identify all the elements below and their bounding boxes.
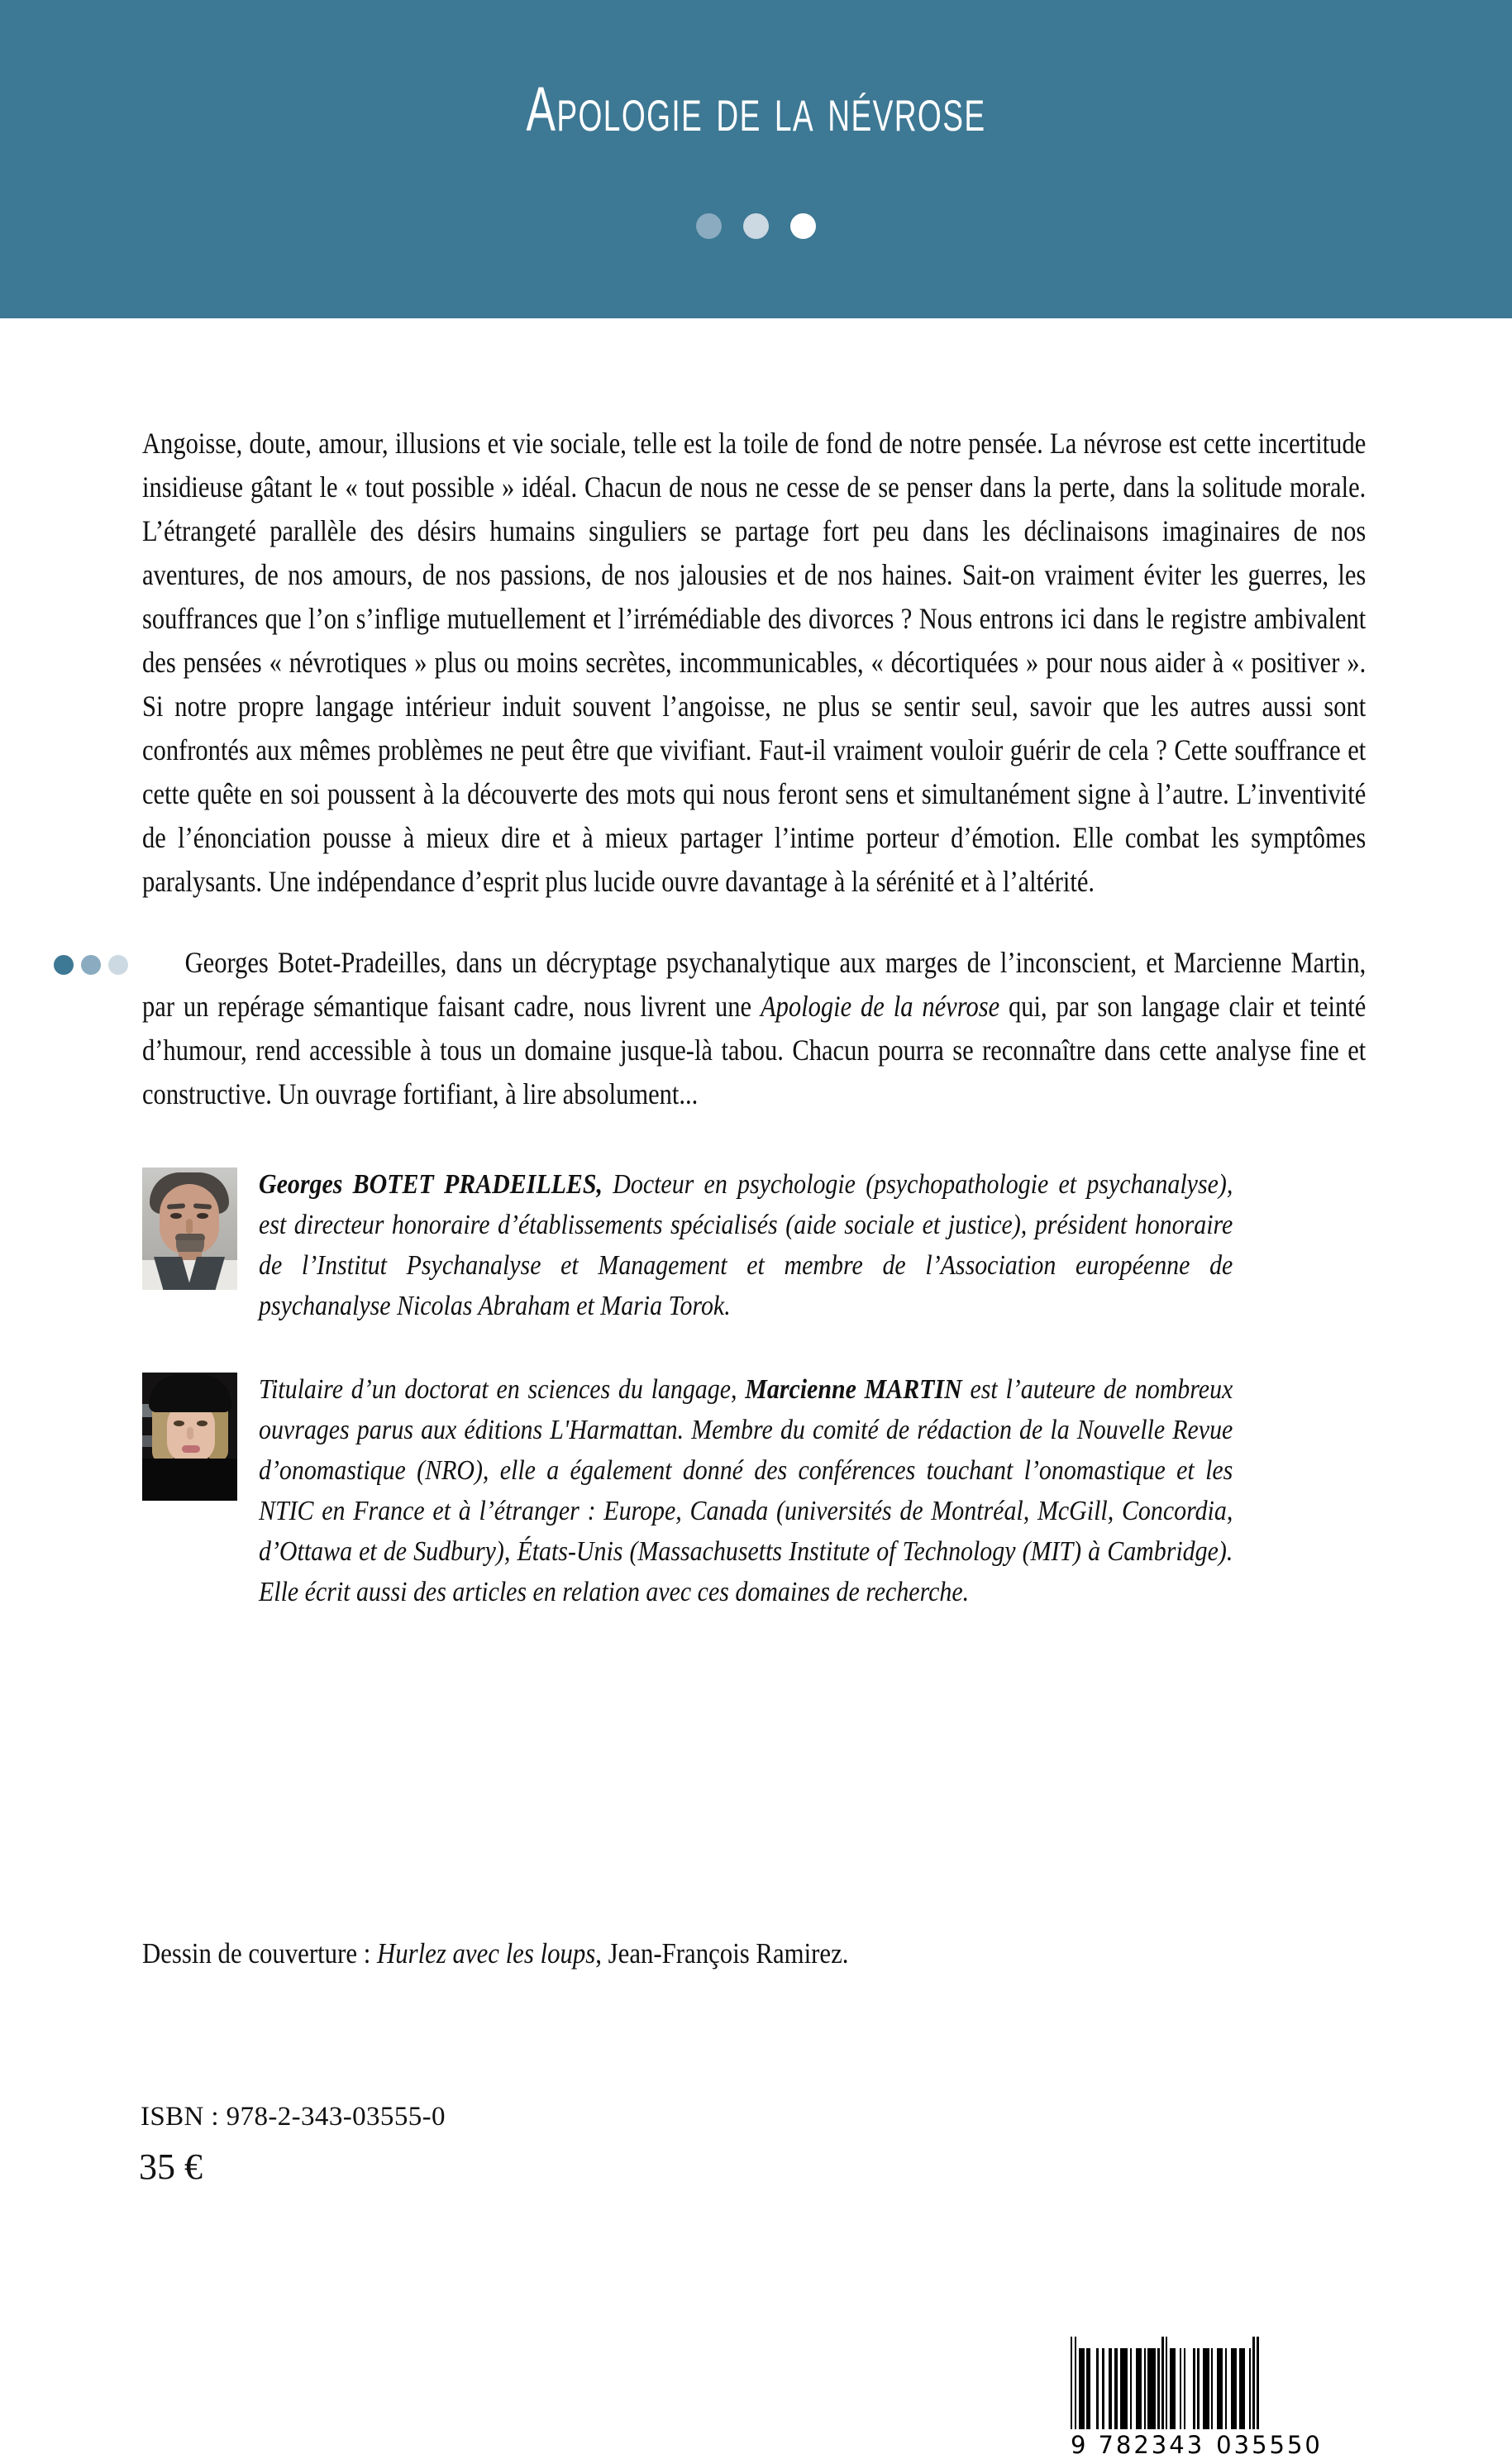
portrait-eye-left bbox=[174, 1420, 184, 1426]
lede-paragraph bbox=[142, 941, 1366, 1116]
author-bio-marcienne bbox=[142, 1373, 1366, 1612]
author-bio-text-georges bbox=[259, 1164, 1233, 1326]
portrait-coat bbox=[142, 1459, 237, 1501]
lede-text-part1: Georges Botet-Pradeilles, dans un décryptage psychanalytique aux marges de l’inconscient, et Marcienne Martin, par un repérage sémantique faisant cadre, nous livrent une bbox=[142, 946, 1367, 1023]
page-title: Apologie de la névrose bbox=[526, 74, 986, 145]
author-bio-after-marcienne: est l’auteure de nombreux ouvrages parus aux éditions L'Harmattan. Membre du comité de rédaction de la Nouvelle Revue d’onomastique (NRO), elle a également donné des conférences touchant l’onomastique et les NTIC en France et à l’étranger : Europe, Canada (universités de Montréal, McGill, Concordia, d’Ottawa et de Sudbury), États-Unis (Massachusetts Institute of Technology (MIT) à Cambridge). Elle écrit aussi des articles en relation avec ces domaines de recherche. bbox=[259, 1374, 1233, 1607]
content-column bbox=[142, 422, 1366, 1612]
author-photo-georges bbox=[142, 1167, 237, 1290]
isbn-text: ISBN : 978-2-343-03555-0 bbox=[141, 2102, 446, 2132]
barcode-digit-lead: 9 bbox=[1071, 2431, 1089, 2459]
portrait-eye-left bbox=[170, 1213, 182, 1219]
author-photo-marcienne bbox=[142, 1373, 237, 1501]
price-text: 35 € bbox=[139, 2146, 203, 2187]
lede-dot-group bbox=[54, 955, 128, 975]
author-bio-body-georges: Docteur en psychologie (psychopathologie et psychanalyse), est directeur honoraire d’établissements spécialisés (aide sociale et justice), président honoraire de l’Institut Psychanalyse et Management et membre de l’Association européenne de psychanalyse Nicolas Abraham et Maria Torok. bbox=[259, 1169, 1233, 1321]
cover-artist-name: , Jean-François Ramirez. bbox=[595, 1937, 849, 1970]
portrait-mouth bbox=[182, 1445, 200, 1453]
author-bio-georges bbox=[142, 1167, 1366, 1326]
header-dot-group bbox=[0, 213, 1512, 239]
author-name-georges: Georges BOTET PRADEILLES, bbox=[259, 1169, 603, 1200]
portrait-hat bbox=[149, 1374, 231, 1412]
barcode-digits-left-group: 782343 bbox=[1098, 2431, 1205, 2459]
author-bio-text-marcienne bbox=[259, 1369, 1233, 1612]
lede-dot-1 bbox=[54, 955, 74, 975]
header-dot-3 bbox=[790, 213, 816, 239]
header-dot-2 bbox=[743, 213, 769, 239]
barcode-digits bbox=[1071, 2431, 1335, 2459]
cover-credit-label: Dessin de couverture : bbox=[142, 1937, 377, 1970]
ean13-barcode bbox=[1071, 2348, 1335, 2459]
barcode-digits-right-group: 035550 bbox=[1216, 2431, 1323, 2459]
cover-header-band bbox=[0, 0, 1512, 318]
lede-dot-3 bbox=[108, 955, 128, 975]
barcode-bars bbox=[1071, 2348, 1335, 2429]
author-bio-before-marcienne: Titulaire d’un doctorat en sciences du langage, bbox=[259, 1374, 746, 1405]
lede-block bbox=[142, 941, 1366, 1116]
portrait-nose bbox=[186, 1219, 193, 1234]
portrait-eye-right bbox=[197, 1420, 207, 1426]
cover-drawing-credit bbox=[142, 1937, 848, 1970]
back-cover-body bbox=[0, 318, 1512, 2459]
lede-dot-2 bbox=[81, 955, 101, 975]
cover-artwork-title: Hurlez avec les loups bbox=[376, 1937, 596, 1970]
portrait-eye-right bbox=[197, 1213, 208, 1219]
blurb-paragraph: Angoisse, doute, amour, illusions et vie sociale, telle est la toile de fond de notre pensée. La névrose est cette incertitude insidieuse gâtant le « tout possible » idéal. Chacun de nous ne cesse de se penser dans la perte, dans la solitude morale. L’étrangeté parallèle des désirs humains singuliers se partage fort peu dans les déclinaisons imaginaires de nos aventures, de nos amours, de nos passions, de nos jalousies et de nos haines. Sait-on vraiment éviter les guerres, les souffrances que l’on s’inflige mutuellement et l’irrémédiable des divorces ? Nous entrons ici dans le registre ambivalent des pensées « névrotiques » plus ou moins secrètes, incommunicables, « décortiquées » pour nous aider à « positiver ». Si notre propre langage intérieur induit souvent l’angoisse, ne plus se sentir seul, savoir que les autres aussi sont confrontés aux mêmes problèmes ne peut être que vivifiant. Faut-il vraiment vouloir guérir de cela ? Cette souffrance et cette quête en soi poussent à la découverte des mots qui nous feront sens et simultanément signe à l’autre. L’inventivité de l’énonciation pousse à mieux dire et à mieux partager l’intime porteur d’émotion. Elle combat les symptômes paralysants. Une indépendance d’esprit plus lucide ouvre davantage à la sérénité et à l’altérité. bbox=[142, 427, 1367, 898]
author-name-marcienne: Marcienne MARTIN bbox=[745, 1374, 962, 1405]
lede-book-title: Apologie de la névrose bbox=[760, 990, 1000, 1023]
portrait-nose bbox=[187, 1427, 193, 1440]
header-dot-1 bbox=[696, 213, 722, 239]
lede-text-part2: qui, par son langage clair et teinté d’humour, rend accessible à tous un domaine jusque-là tabou. Chacun pourra se reconnaître dans cette analyse fine et constructive. Un ouvrage fortifiant, à lire absolument... bbox=[142, 990, 1367, 1110]
